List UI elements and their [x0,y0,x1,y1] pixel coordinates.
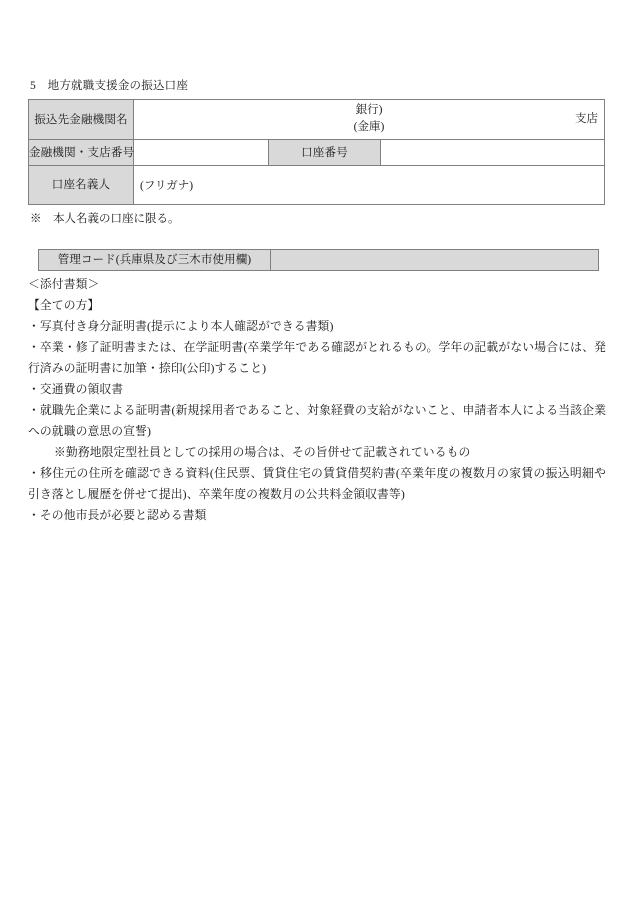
label-management-code: 管理コード(兵庫県及び三木市使用欄) [39,250,271,271]
field-financial-institution-name[interactable] [134,100,605,140]
section-heading [30,78,604,94]
section-number: 5 [30,80,36,92]
attachment-item: ・その他市長が必要と認める書類 [28,508,207,522]
field-account-number[interactable] [381,140,605,166]
attachments-section [28,274,606,526]
financial-institution-field-inner [134,100,604,139]
label-account-number: 口座番号 [269,140,381,166]
label-institution-branch-number: 金融機関・支店番号 [29,140,134,166]
attachment-item: ・卒業・修了証明書または、在学証明書(卒業学年である確認がとれるもの。学年の記載がない場合には、発行済みの証明書に加筆・捺印(公印)すること) [28,340,606,375]
attachment-item: ・就職先企業による証明書(新規採用者であること、対象経費の支給がないこと、申請者本人による当該企業への就職の意思の宣誓) [28,403,606,438]
section-title: 地方就職支援金の振込口座 [47,80,189,92]
bank-label-line2: (金庫) [353,121,385,133]
field-account-holder[interactable] [134,166,605,205]
bank-account-table [28,99,605,205]
table-row-financial-institution [29,100,605,140]
bank-label-line1: 銀行) [355,104,383,116]
attachment-item: ・移住元の住所を確認できる資料(住民票、賃貸住宅の賃貸借契約書(卒業年度の複数月の家賃の振込明細や引き落とし履歴を併せて提出)、卒業年度の複数月の公共料金領収書等) [28,466,606,501]
attachments-group-heading: 【全ての方】 [28,298,100,312]
field-institution-branch-number[interactable] [134,140,269,166]
attachments-heading: ＜添付書類＞ [28,277,100,291]
account-note: ※ 本人名義の口座に限る。 [30,213,180,225]
table-row-account-number [29,140,605,166]
attachment-item: ・写真付き身分証明書(提示により本人確認ができる書類) [28,319,334,333]
branch-label: 支店 [575,113,599,125]
label-account-holder: 口座名義人 [29,166,134,205]
table-row-account-holder [29,166,605,205]
furigana-label: (フリガナ) [140,180,194,192]
bank-type-stack [134,102,604,136]
table-row-management-code [39,250,599,271]
management-code-table [38,249,599,271]
attachment-item: ・交通費の領収書 [28,382,124,396]
label-financial-institution-name: 振込先金融機関名 [29,100,134,140]
attachment-subnote: ※勤務地限定型社員としての採用の場合は、その旨併せて記載されているもの [54,445,471,459]
field-management-code[interactable] [271,250,599,271]
